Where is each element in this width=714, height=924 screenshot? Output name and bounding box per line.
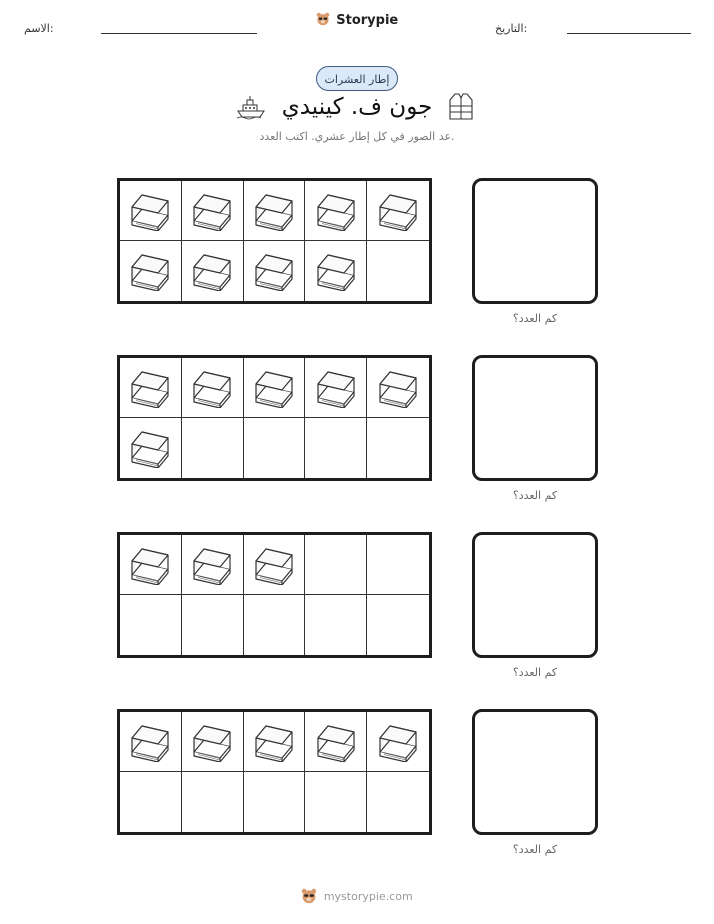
- ten-frame-cell: [120, 241, 182, 301]
- ten-frame-cell: [120, 418, 182, 478]
- ten-frame-cell: [305, 181, 367, 241]
- book-icon: [252, 722, 296, 762]
- name-line[interactable]: [101, 33, 257, 34]
- book-icon: [376, 722, 420, 762]
- ten-frame-cell: [244, 772, 306, 832]
- ten-frame-cell: [182, 181, 244, 241]
- how-many-label-4: كم العدد؟: [512, 843, 558, 856]
- book-icon: [190, 545, 234, 585]
- date-line[interactable]: [567, 33, 691, 34]
- ten-frame-cell: [367, 772, 429, 832]
- ten-frame-cell: [120, 535, 182, 595]
- answer-box-2[interactable]: [472, 355, 598, 481]
- ten-frame-cell: [120, 181, 182, 241]
- ten-frame-cell: [120, 772, 182, 832]
- how-many-label-3: كم العدد؟: [512, 666, 558, 679]
- how-many-label-2: كم العدد؟: [512, 489, 558, 502]
- footer: [0, 888, 714, 904]
- book-icon: [376, 191, 420, 231]
- ten-frame-cell: [367, 241, 429, 301]
- ten-frame-cell: [367, 712, 429, 772]
- book-icon: [252, 191, 296, 231]
- ten-frame-cell: [244, 418, 306, 478]
- ten-frame-cell: [305, 358, 367, 418]
- ten-frame-cell: [244, 358, 306, 418]
- ten-frame-cell: [305, 535, 367, 595]
- ten-frame-cell: [305, 772, 367, 832]
- ten-frame-cell: [120, 595, 182, 655]
- ten-frame-cell: [244, 241, 306, 301]
- ten-frame-cell: [305, 712, 367, 772]
- ten-frame-cell: [182, 535, 244, 595]
- name-label: الاسم:: [24, 22, 54, 35]
- book-icon: [252, 545, 296, 585]
- book-icon: [128, 428, 172, 468]
- book-icon: [190, 368, 234, 408]
- book-icon: [314, 368, 358, 408]
- ten-frame-cell: [244, 712, 306, 772]
- book-icon: [190, 191, 234, 231]
- book-icon: [376, 368, 420, 408]
- ten-frame-cell: [182, 712, 244, 772]
- ten-frame-cell: [367, 595, 429, 655]
- ten-frame-4: [117, 709, 432, 835]
- ten-frame-2: [117, 355, 432, 481]
- bear-icon: [316, 12, 330, 26]
- ten-frame-cell: [367, 418, 429, 478]
- page-title: جون ف. كينيدي: [281, 94, 433, 120]
- book-icon: [128, 368, 172, 408]
- book-icon: [252, 251, 296, 291]
- ten-frame-cell: [120, 712, 182, 772]
- book-icon: [190, 251, 234, 291]
- book-icon: [252, 368, 296, 408]
- ten-frame-cell: [244, 595, 306, 655]
- brand-logo: [0, 12, 714, 28]
- ten-frame-cell: [182, 241, 244, 301]
- ten-frame-cell: [305, 595, 367, 655]
- topic-tag: إطار العشرات: [316, 66, 398, 91]
- ten-frame-cell: [182, 772, 244, 832]
- answer-box-4[interactable]: [472, 709, 598, 835]
- book-icon: [190, 722, 234, 762]
- footer-url[interactable]: mystorypie.com: [323, 890, 413, 903]
- bear-icon: [301, 888, 317, 904]
- book-icon: [128, 251, 172, 291]
- book-icon: [128, 722, 172, 762]
- instructions: عد الصور في كل إطار عشري. اكتب العدد.: [259, 130, 455, 143]
- date-label: التاريخ:: [495, 22, 528, 35]
- ten-frame-cell: [244, 181, 306, 241]
- ten-frame-1: [117, 178, 432, 304]
- ten-frame-cell: [182, 595, 244, 655]
- book-icon: [128, 545, 172, 585]
- book-icon: [314, 191, 358, 231]
- brand-name: Storypie: [336, 13, 399, 28]
- answer-box-3[interactable]: [472, 532, 598, 658]
- ten-frame-cell: [367, 358, 429, 418]
- answer-box-1[interactable]: [472, 178, 598, 304]
- book-icon: [314, 722, 358, 762]
- how-many-label-1: كم العدد؟: [512, 312, 558, 325]
- ten-frame-cell: [182, 358, 244, 418]
- ten-frame-cell: [182, 418, 244, 478]
- ten-frame-cell: [367, 535, 429, 595]
- ten-frame-cell: [305, 418, 367, 478]
- ten-frame-3: [117, 532, 432, 658]
- ten-frame-cell: [244, 535, 306, 595]
- ten-frame-cell: [305, 241, 367, 301]
- book-icon: [128, 191, 172, 231]
- book-icon: [314, 251, 358, 291]
- ten-frame-cell: [367, 181, 429, 241]
- life-vest-icon: [447, 92, 475, 122]
- ten-frame-cell: [120, 358, 182, 418]
